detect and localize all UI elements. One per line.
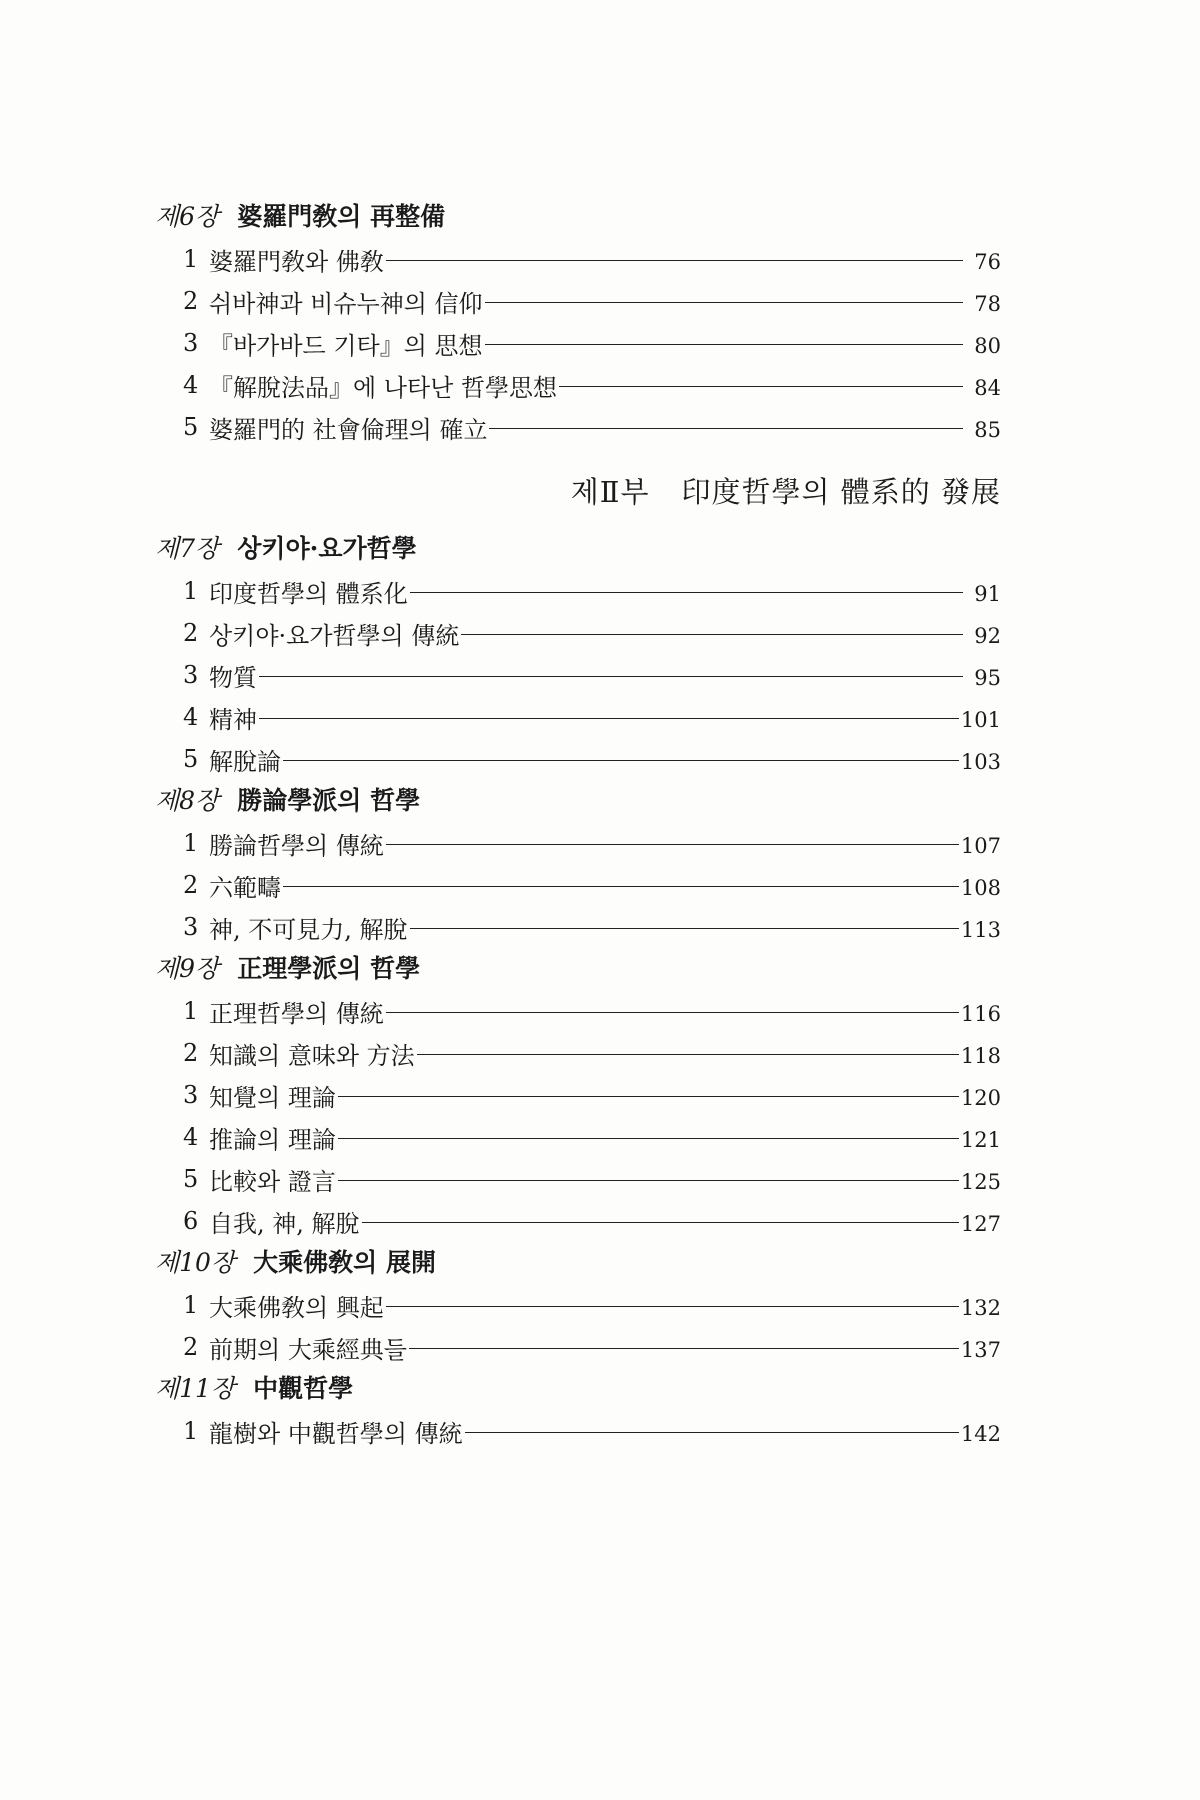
- toc-entry[interactable]: [155, 864, 1001, 906]
- page-number: 84: [974, 376, 1001, 400]
- page-number: 101: [960, 708, 1001, 732]
- leader-line: [283, 760, 959, 761]
- section-title: 自我, 神, 解脫: [209, 1209, 360, 1238]
- page-number: 80: [974, 334, 1001, 358]
- chapter-title: 婆羅門敎의 再整備: [237, 202, 446, 231]
- page-number: 103: [960, 750, 1001, 774]
- chapter-title: 中觀哲學: [253, 1374, 354, 1403]
- section-number: 2: [183, 619, 199, 647]
- chapter-number: 제10장: [155, 1248, 236, 1277]
- chapter-title: 勝論學派의 哲學: [237, 786, 421, 815]
- section-number: 1: [183, 577, 199, 605]
- section-number: 3: [183, 661, 199, 689]
- leader-line: [338, 1180, 959, 1181]
- section-title: 正理哲學의 傳統: [209, 999, 384, 1028]
- page-number: 118: [960, 1044, 1001, 1068]
- chapter-heading: [155, 196, 1001, 238]
- section-title: 知識의 意味와 方法: [209, 1041, 415, 1070]
- section-number: 6: [183, 1207, 199, 1235]
- section-number: 5: [183, 1165, 199, 1193]
- leader-line: [410, 592, 963, 593]
- section-title: 神, 不可見力, 解脫: [209, 915, 408, 944]
- page-number: 95: [974, 666, 1001, 690]
- toc-entry[interactable]: [155, 654, 1001, 696]
- leader-line: [386, 260, 963, 261]
- section-title: 『바가바드 기타』의 思想: [209, 331, 483, 360]
- chapter-title: 상키야·요가哲學: [237, 534, 417, 563]
- leader-line: [386, 844, 959, 845]
- leader-line: [259, 718, 959, 719]
- leader-line: [386, 1306, 959, 1307]
- leader-line: [465, 1432, 959, 1433]
- page-number: 78: [974, 292, 1001, 316]
- leader-line: [409, 1348, 959, 1349]
- chapter-heading: [155, 528, 1001, 570]
- chapter-number: 제11장: [155, 1374, 236, 1403]
- chapter-number: 제8장: [155, 786, 220, 815]
- section-number: 4: [183, 371, 199, 399]
- page-number: 120: [960, 1086, 1001, 1110]
- chapter-number: 제6장: [155, 202, 220, 231]
- page-number: 107: [960, 834, 1001, 858]
- page-number: 91: [974, 582, 1001, 606]
- section-title: 物質: [209, 663, 257, 692]
- leader-line: [489, 428, 963, 429]
- part-title: 印度哲學의 體系的 發展: [681, 475, 1001, 509]
- page-number: 132: [960, 1296, 1001, 1320]
- section-number: 3: [183, 913, 199, 941]
- toc-entry[interactable]: [155, 1032, 1001, 1074]
- toc-entry[interactable]: [155, 364, 1001, 406]
- part-label: 제Ⅱ부: [570, 475, 650, 509]
- toc-entry[interactable]: [155, 1074, 1001, 1116]
- page-number: 127: [960, 1212, 1001, 1236]
- toc-entry[interactable]: [155, 322, 1001, 364]
- section-title: 婆羅門敎와 佛敎: [209, 247, 384, 276]
- leader-line: [485, 302, 963, 303]
- toc-entry[interactable]: [155, 1116, 1001, 1158]
- chapter-heading: [155, 948, 1001, 990]
- section-title: 前期의 大乘經典들: [209, 1335, 407, 1364]
- toc-entry[interactable]: [155, 1158, 1001, 1200]
- section-number: 2: [183, 1039, 199, 1067]
- table-of-contents: [155, 196, 1001, 1452]
- toc-entry[interactable]: [155, 1326, 1001, 1368]
- section-number: 5: [183, 745, 199, 773]
- section-number: 1: [183, 1417, 199, 1445]
- section-number: 4: [183, 703, 199, 731]
- leader-line: [410, 928, 959, 929]
- toc-entry[interactable]: [155, 906, 1001, 948]
- leader-line: [338, 1096, 959, 1097]
- page-number: 113: [960, 918, 1001, 942]
- section-number: 1: [183, 1291, 199, 1319]
- toc-entry[interactable]: [155, 1200, 1001, 1242]
- toc-entry[interactable]: [155, 990, 1001, 1032]
- section-title: 精神: [209, 705, 257, 734]
- chapter-heading: [155, 1368, 1001, 1410]
- leader-line: [461, 634, 963, 635]
- chapter-heading: [155, 780, 1001, 822]
- page-number: 125: [960, 1170, 1001, 1194]
- section-title: 解脫論: [209, 747, 281, 776]
- toc-entry[interactable]: [155, 696, 1001, 738]
- leader-line: [362, 1222, 959, 1223]
- section-number: 4: [183, 1123, 199, 1151]
- chapter-heading: [155, 1242, 1001, 1284]
- toc-entry[interactable]: [155, 1284, 1001, 1326]
- leader-line: [417, 1054, 959, 1055]
- section-number: 3: [183, 329, 199, 357]
- section-title: 知覺의 理論: [209, 1083, 336, 1112]
- leader-line: [485, 344, 963, 345]
- chapter-title: 大乘佛敎의 展開: [253, 1248, 436, 1277]
- chapter-number: 제9장: [155, 954, 220, 983]
- section-title: 推論의 理論: [209, 1125, 336, 1154]
- toc-entry[interactable]: [155, 612, 1001, 654]
- section-number: 3: [183, 1081, 199, 1109]
- page-number: 137: [960, 1338, 1001, 1362]
- toc-entry[interactable]: [155, 1410, 1001, 1452]
- chapter-number: 제7장: [155, 534, 220, 563]
- section-title: 쉬바神과 비슈누神의 信仰: [209, 289, 483, 318]
- section-title: 六範疇: [209, 873, 281, 902]
- section-title: 勝論哲學의 傳統: [209, 831, 384, 860]
- leader-line: [283, 886, 959, 887]
- section-number: 2: [183, 287, 199, 315]
- section-number: 2: [183, 871, 199, 899]
- leader-line: [386, 1012, 959, 1013]
- leader-line: [338, 1138, 959, 1139]
- page-number: 76: [974, 250, 1001, 274]
- part-heading: [155, 448, 1001, 528]
- section-number: 1: [183, 245, 199, 273]
- page-number: 142: [960, 1422, 1001, 1446]
- page-number: 85: [974, 418, 1001, 442]
- section-number: 1: [183, 997, 199, 1025]
- page-number: 116: [960, 1002, 1001, 1026]
- toc-entry[interactable]: [155, 570, 1001, 612]
- section-number: 2: [183, 1333, 199, 1361]
- toc-entry[interactable]: [155, 238, 1001, 280]
- page-number: 121: [960, 1128, 1001, 1152]
- page-number: 92: [974, 624, 1001, 648]
- section-title: 『解脫法品』에 나타난 哲學思想: [209, 373, 557, 402]
- section-title: 상키야·요가哲學의 傳統: [209, 621, 460, 650]
- chapter-title: 正理學派의 哲學: [237, 954, 421, 983]
- section-number: 1: [183, 829, 199, 857]
- toc-entry[interactable]: [155, 738, 1001, 780]
- section-title: 印度哲學의 體系化: [209, 579, 408, 608]
- section-number: 5: [183, 413, 199, 441]
- leader-line: [559, 386, 963, 387]
- section-title: 婆羅門的 社會倫理의 確立: [209, 415, 488, 444]
- toc-entry[interactable]: [155, 406, 1001, 448]
- section-title: 大乘佛敎의 興起: [209, 1293, 384, 1322]
- toc-entry[interactable]: [155, 822, 1001, 864]
- page-number: 108: [960, 876, 1001, 900]
- leader-line: [259, 676, 963, 677]
- toc-entry[interactable]: [155, 280, 1001, 322]
- section-title: 龍樹와 中觀哲學의 傳統: [209, 1419, 463, 1448]
- section-title: 比較와 證言: [209, 1167, 336, 1196]
